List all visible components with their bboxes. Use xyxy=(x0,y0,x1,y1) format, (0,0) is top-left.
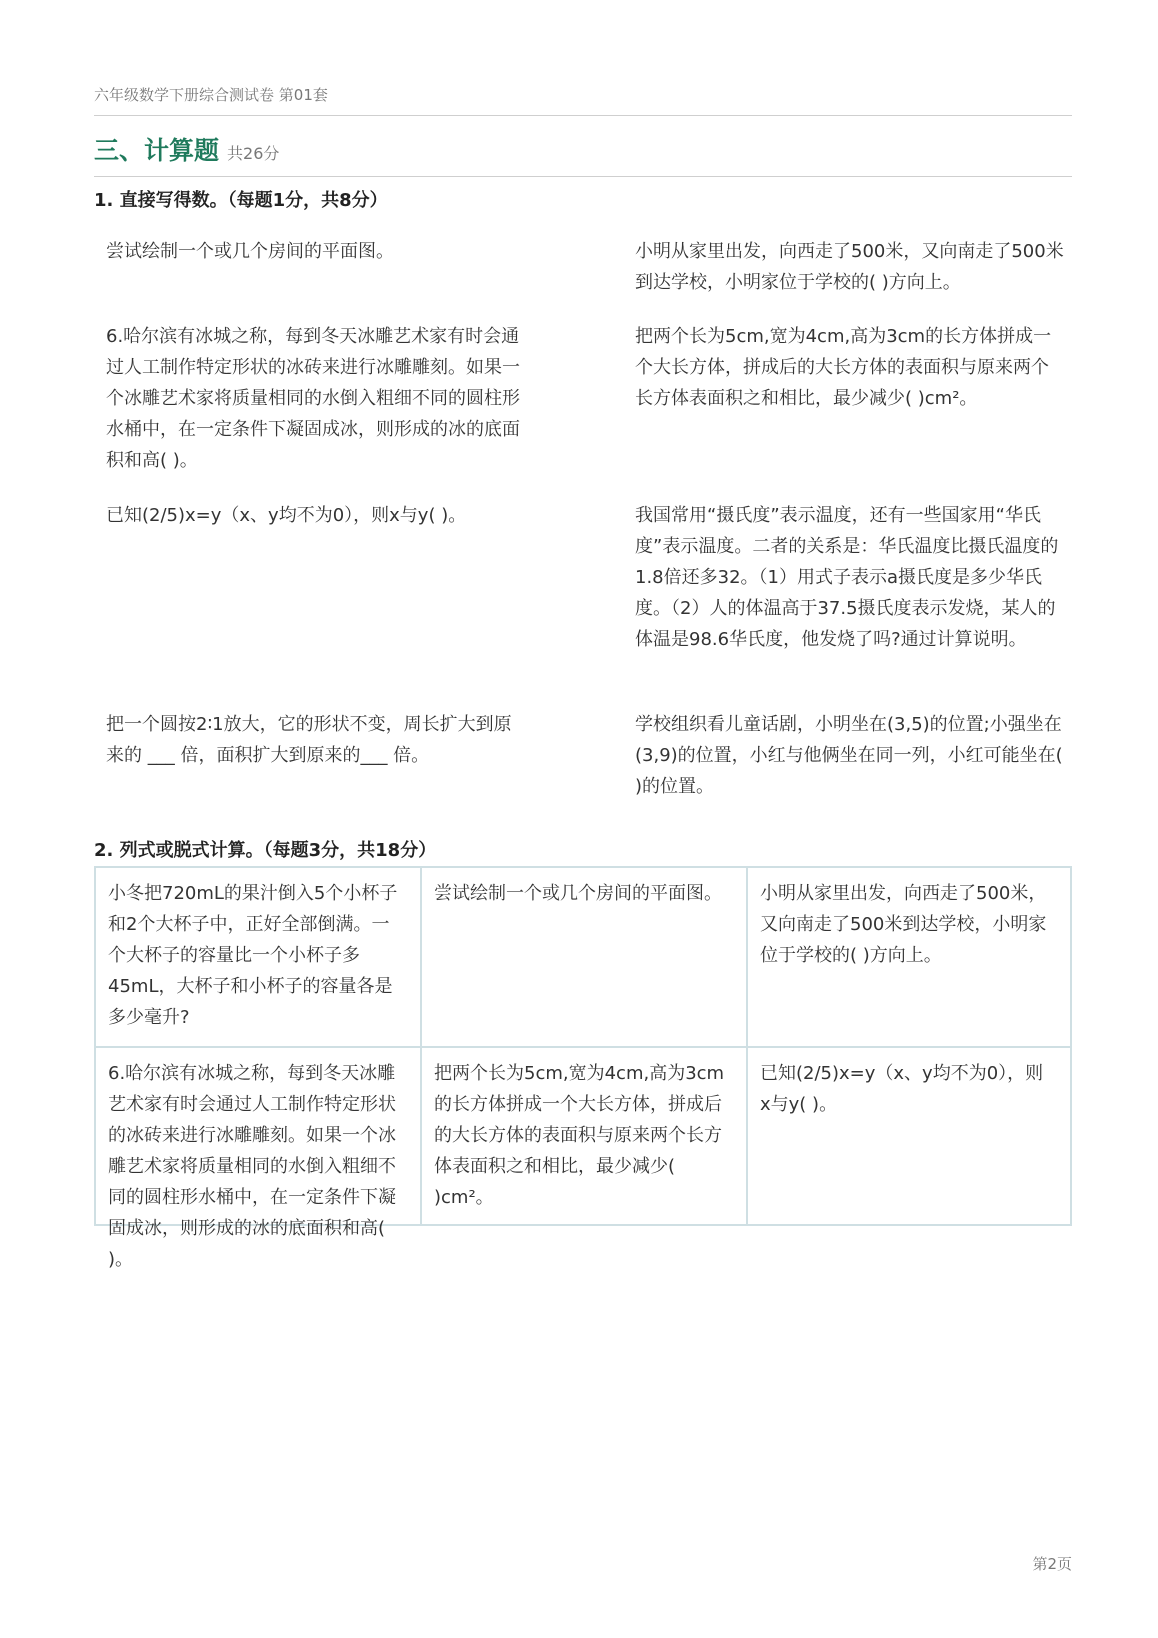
question-table xyxy=(94,866,1072,1270)
section-score: 共26分 xyxy=(227,144,280,163)
question-item: 学校组织看儿童话剧，小明坐在(3,5)的位置;小强坐在(3,9)的位置，小红与他俩坐在同一列，小红可能坐在( )的位置。 xyxy=(635,714,1063,797)
table-cell-text: 把两个长为5cm,宽为4cm,高为3cm的长方体拼成一个大长方体，拼成后的大长方体的表面积与原来两个长方体表面积之和相比，最少减少( )cm²。 xyxy=(434,1063,725,1208)
table-cell xyxy=(96,868,422,1048)
section-title xyxy=(94,131,1072,167)
table-cell xyxy=(422,1048,748,1226)
question-item: 把一个圆按2∶1放大，它的形状不变，周长扩大到原来的 ___ 倍，面积扩大到原来的___ 倍。 xyxy=(106,714,512,766)
section-title-text: 三、计算题 xyxy=(94,136,220,165)
table-cell-text: 小冬把720mL的果汁倒入5个小杯子和2个大杯子中，正好全部倒满。一个大杯子的容量比一个小杯子多45mL，大杯子和小杯子的容量各是多少毫升? xyxy=(108,883,398,1028)
question-item: 6.哈尔滨有冰城之称，每到冬天冰雕艺术家有时会通过人工制作特定形状的冰砖来进行冰雕雕刻。如果一个冰雕艺术家将质量相同的水倒入粗细不同的圆柱形水桶中，在一定条件下凝固成冰，则形成的冰的底面积和高( )。 xyxy=(106,326,520,471)
question-item: 我国常用“摄氏度”表示温度，还有一些国家用“华氏度”表示温度。二者的关系是：华氏温度比摄氏温度的1.8倍还多32。（1）用式子表示a摄氏度是多少华氏度。（2）人的体温高于37.5摄氏度表示发烧，某人的体温是98.6华氏度，他发烧了吗?通过计算说明。 xyxy=(635,505,1059,650)
page-number: 第2页 xyxy=(1032,1555,1072,1573)
question-item: 把两个长为5cm,宽为4cm,高为3cm的长方体拼成一个大长方体，拼成后的大长方体的表面积与原来两个长方体表面积之和相比，最少减少( )cm²。 xyxy=(635,326,1052,409)
table-cell xyxy=(748,1048,1072,1226)
question-item: 尝试绘制一个或几个房间的平面图。 xyxy=(106,241,394,262)
table-cell xyxy=(96,1048,422,1270)
table-cell xyxy=(422,868,748,1048)
table-cell xyxy=(748,868,1072,1048)
table-cell-text: 6.哈尔滨有冰城之称，每到冬天冰雕艺术家有时会通过人工制作特定形状的冰砖来进行冰雕雕刻。如果一个冰雕艺术家将质量相同的水倒入粗细不同的圆柱形水桶中，在一定条件下凝固成冰，则形成的冰的底面积和高( )。 xyxy=(108,1063,396,1270)
table-cell-text: 小明从家里出发，向西走了500米，又向南走了500米到达学校，小明家位于学校的( )方向上。 xyxy=(760,883,1047,966)
table-cell-text: 已知(2/5)x=y（x、y均不为0），则x与y( )。 xyxy=(760,1063,1044,1115)
question-heading-1: 1. 直接写得数。（每题1分，共8分） xyxy=(94,190,388,211)
header-divider xyxy=(94,115,1072,116)
page-header: 六年级数学下册综合测试卷 第01套 xyxy=(94,86,328,104)
question-item: 已知(2/5)x=y（x、y均不为0），则x与y( )。 xyxy=(106,505,467,526)
section-divider xyxy=(94,176,1072,177)
table-cell-text: 尝试绘制一个或几个房间的平面图。 xyxy=(434,883,722,904)
question-item: 小明从家里出发，向西走了500米，又向南走了500米到达学校，小明家位于学校的( )方向上。 xyxy=(635,241,1064,293)
question-heading-2: 2. 列式或脱式计算。（每题3分，共18分） xyxy=(94,840,437,861)
